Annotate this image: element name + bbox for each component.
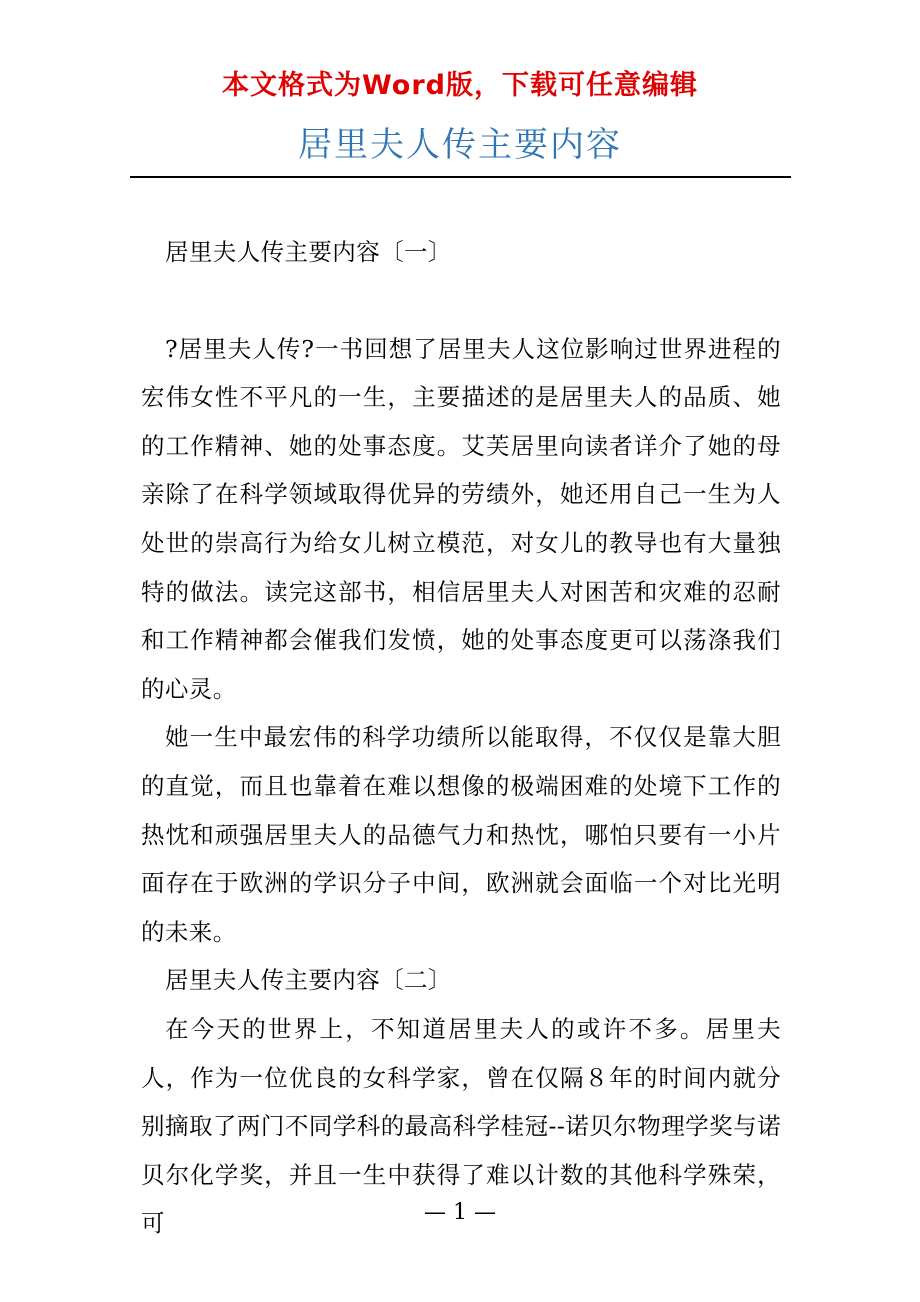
section-heading-2: 居里夫人传主要内容〔二〕 [165, 966, 452, 995]
paragraph-2: 她一生中最宏伟的科学功绩所以能取得，不仅仅是靠大胆的直觉，而且也靠着在难以想像的极端困难的处境下工作的热忱和顽强居里夫人的品德气力和热忱，哪怕只要有一小片面存在于欧洲的学识分子中间，欧洲就会面临一个对比光明的未来。 [141, 723, 781, 946]
section-heading-1: 居里夫人传主要内容〔一〕 [165, 238, 452, 266]
download-banner: 本文格式为Word版，下载可任意编辑 [221, 70, 698, 101]
paragraph-1: ?居里夫人传?一书回想了居里夫人这位影响过世界进程的宏伟女性不平凡的一生，主要描述的是居里夫人的品质、她的工作精神、她的处事态度。艾芙居里向读者详介了她的母亲除了在科学领域取得优异的劳绩外，她还用自己一生为人处世的崇高行为给女儿树立模范，对女儿的教导也有大量独特的做法。读完这部书，相信居里夫人对困苦和灾难的忍耐和工作精神都会催我们发愤，她的处事态度更可以荡涤我们的心灵。 [141, 334, 781, 703]
page-number: — 1 — [424, 1200, 496, 1225]
document-body [141, 228, 781, 1248]
header-divider [130, 176, 791, 178]
document-title: 居里夫人传主要内容 [298, 125, 622, 165]
paragraph-3: 在今天的世界上，不知道居里夫人的或许不多。居里夫人，作为一位优良的女科学家，曾在仅隔８年的时间内就分别摘取了两门不同学科的最高科学桂冠--诺贝尔物理学奖与诺贝尔化学奖，并且一生中获得了难以计数的其他科学殊荣，可 [141, 1014, 781, 1238]
